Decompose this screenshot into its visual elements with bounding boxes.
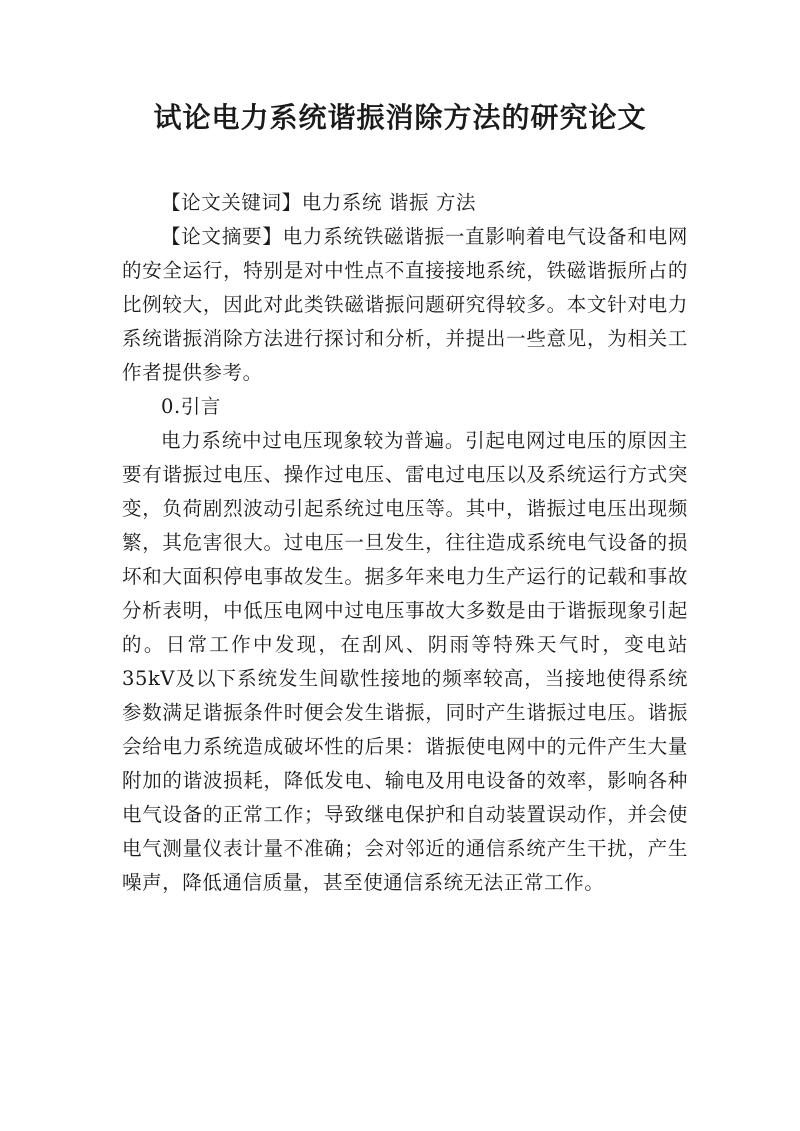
abstract-text: 电力系统铁磁谐振一直影响着电气设备和电网的安全运行，特别是对中性点不直接接地系统，铁磁谐振所占的比例较大，因此对此类铁磁谐振问题研究得较多。本文针对电力系统谐振消除方法进行探讨和分析，并提出一些意见，为相关工作者提供参考。 <box>122 225 688 384</box>
abstract-label: 【论文摘要】 <box>161 225 283 248</box>
section-heading: 0.引言 <box>161 395 222 418</box>
body-paragraph: 电力系统中过电压现象较为普遍。引起电网过电压的原因主要有谐振过电压、操作过电压、雷电过电压以及系统运行方式突变，负荷剧烈波动引起系统过电压等。其中，谐振过电压出现频繁，其危害很大。过电压一旦发生，往往造成系统电气设备的损坏和大面积停电事故发生。据多年来电力生产运行的记载和事故分析表明，中低压电网中过电压事故大多数是由于谐振现象引起的。日常工作中发现，在刮风、阴雨等特殊天气时，变电站35kV及以下系统发生间歇性接地的频率较高，当接地使得系统参数满足谐振条件时便会发生谐振，同时产生谐振过电压。谐振会给电力系统造成破坏性的后果：谐振使电网中的元件产生大量附加的谐波损耗，降低发电、输电及用电设备的效率，影响各种电气设备的正常工作；导致继电保护和自动装置误动作，并会使电气测量仪表计量不准确；会对邻近的通信系统产生干扰，产生噪声，降低通信质量，甚至使通信系统无法正常工作。 <box>122 429 688 894</box>
document-body <box>122 186 688 900</box>
abstract-paragraph <box>122 220 688 390</box>
document-title: 试论电力系统谐振消除方法的研究论文 <box>153 101 647 134</box>
keywords-label: 【论文关键词】 <box>161 191 302 214</box>
keywords-line <box>122 186 688 220</box>
keywords-text: 电力系统 谐振 方法 <box>301 191 477 214</box>
